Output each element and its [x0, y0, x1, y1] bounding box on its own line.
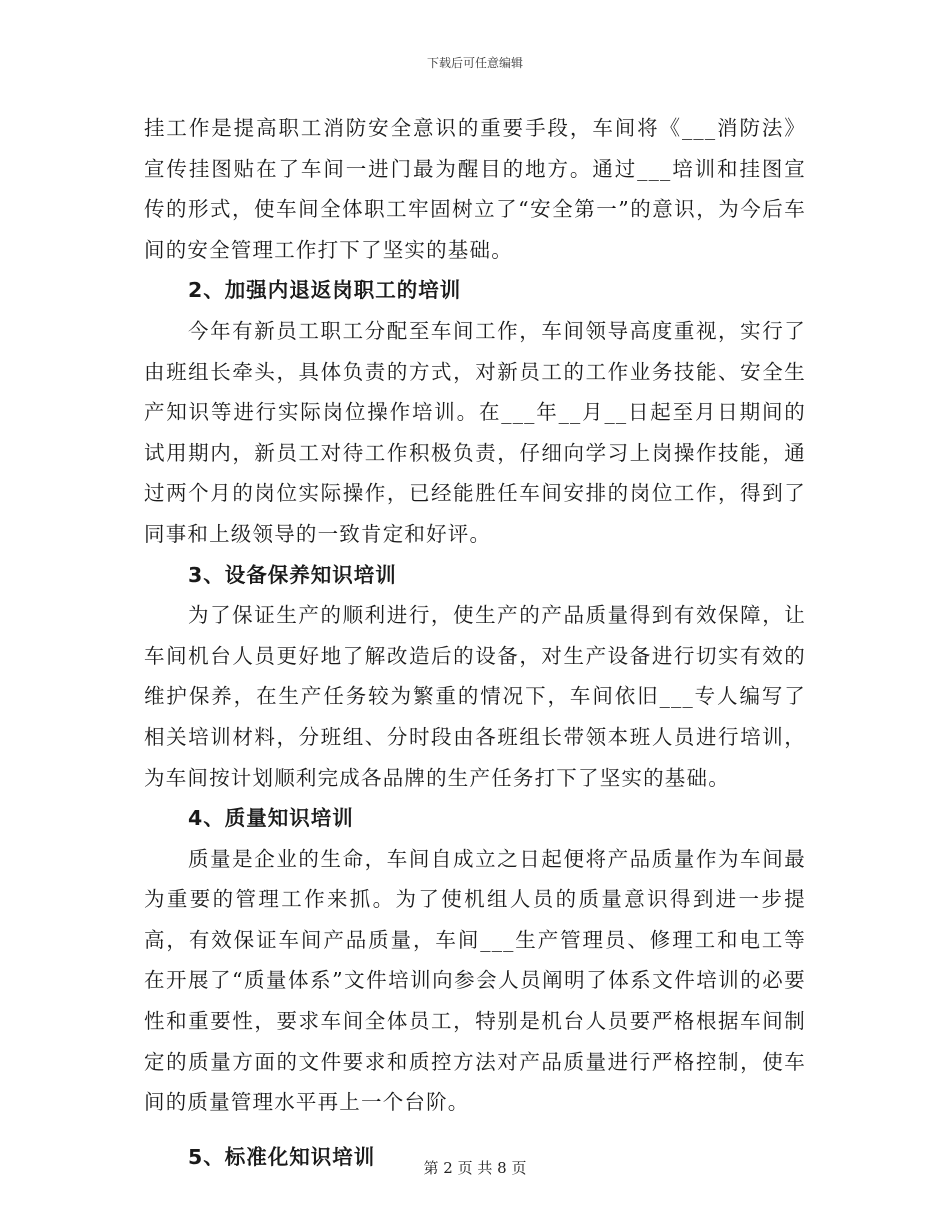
section-heading-2: 2、加强内退返岗职工的培训 — [188, 278, 462, 303]
document-body — [144, 108, 806, 1177]
paragraph-new-staff-training: 今年有新员工职工分配至车间工作，车间领导高度重视，实行了由班组长牵头，具体负责的方式，对新员工的工作业务技能、安全生产知识等进行实际岗位操作培训。在___年__月__日起至月日期间的试用期内，新员工对待工作积极负责，仔细向学习上岗操作技能，通过两个月的岗位实际操作，已经能胜任车间安排的岗位工作，得到了同事和上级领导的一致肯定和好评。 — [144, 318, 806, 546]
paragraph-quality-training: 质量是企业的生命，车间自成立之日起便将产品质量作为车间最为重要的管理工作来抓。为了使机组人员的质量意识得到进一步提高，有效保证车间产品质量，车间___生产管理员、修理工和电工等在开展了“质量体系”文件培训向参会人员阐明了体系文件培训的必要性和重要性，要求车间全体员工，特别是机台人员要严格根据车间制定的质量方面的文件要求和质控方法对产品质量进行严格控制，使车间的质量管理水平再上一个台阶。 — [144, 846, 806, 1115]
paragraph-equipment-maintenance: 为了保证生产的顺利进行，使生产的产品质量得到有效保障，让车间机台人员更好地了解改造后的设备，对生产设备进行切实有效的维护保养，在生产任务较为繁重的情况下，车间依旧___专人编写了相关培训材料，分班组、分时段由各班组长带领本班人员进行培训，为车间按计划顺利完成各品牌的生产任务打下了坚实的基础。 — [144, 603, 806, 790]
page-header: 下载后可任意编辑 — [426, 56, 523, 70]
section-heading-3: 3、设备保养知识培训 — [188, 562, 397, 587]
section-heading-4: 4、质量知识培训 — [188, 806, 354, 831]
paragraph-fire-safety: 挂工作是提高职工消防安全意识的重要手段，车间将《___消防法》宣传挂图贴在了车间一进门最为醒目的地方。通过___培训和挂图宣传的形式，使车间全体职工牢固树立了“安全第一”的意识，为今后车间的安全管理工作打下了坚实的基础。 — [144, 116, 806, 262]
section-heading-5: 5、标准化知识培训 — [188, 1144, 376, 1169]
page-number: 第 2 页 共 8 页 — [423, 1159, 527, 1177]
